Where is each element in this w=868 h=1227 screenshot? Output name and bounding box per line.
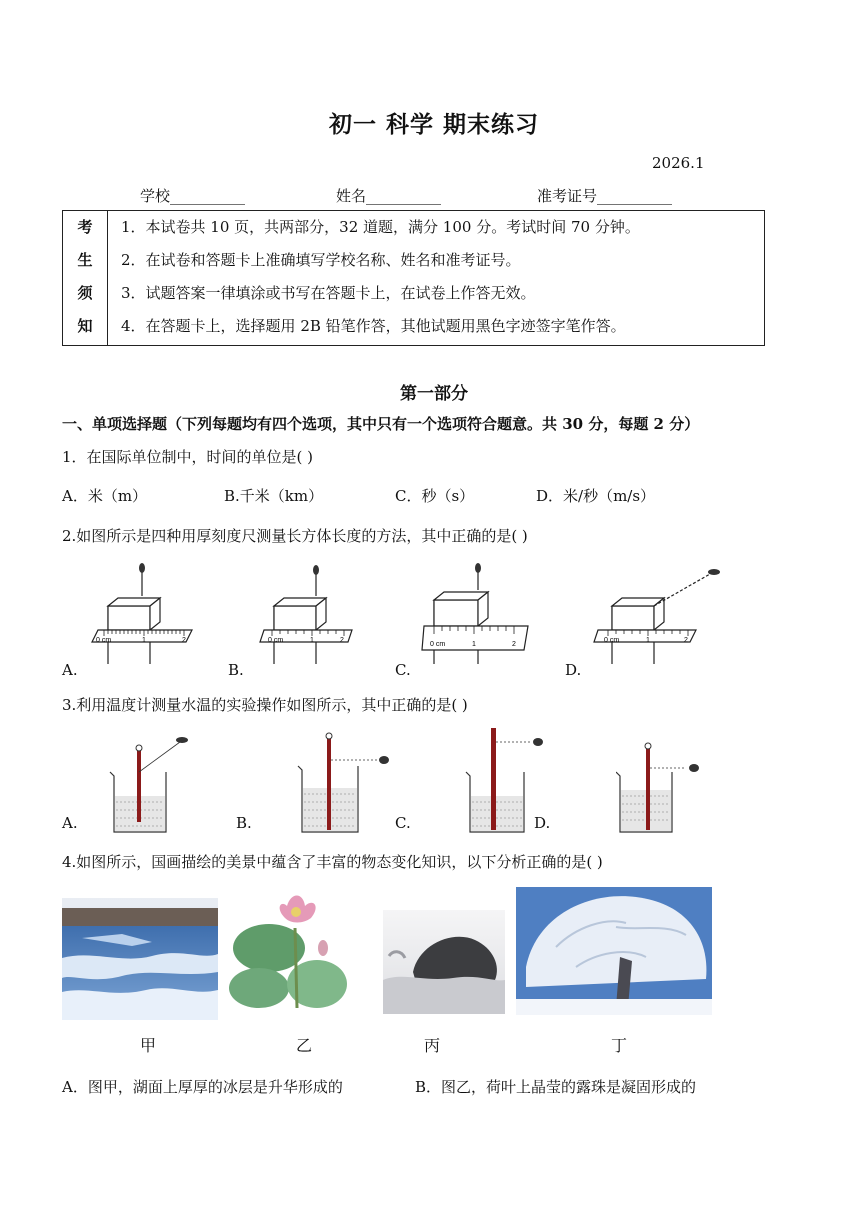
figure-label: A. [62,661,78,679]
question-4-option-b[interactable]: B．图乙，荷叶上晶莹的露珠是凝固形成的 [415,1078,697,1096]
school-field[interactable]: 学校__________ [140,187,246,205]
eye-icon [176,737,188,743]
figure-label: B. [228,661,244,679]
thermometer-figure-d [616,728,716,838]
question-4-stem: 4.如图所示，国画描绘的美景中蕴含了丰富的物态变化知识，以下分析正确的是( ) [62,853,603,871]
figure-label: D. [565,661,582,679]
image-caption: 丙 [424,1036,441,1055]
lotus-image [229,888,351,1016]
eye-icon [139,563,145,573]
ruler-tick-label: 1 [646,637,650,644]
notice-heading [63,211,108,346]
name-field[interactable]: 姓名__________ [336,187,442,205]
thermometer-figure-b [290,728,400,838]
exam-number-field[interactable]: 准考证号__________ [537,187,673,205]
eye-icon [533,738,543,746]
ruler-tick-label: 2 [340,637,344,644]
image-caption: 甲 [140,1036,157,1055]
image-caption: 丁 [611,1036,628,1055]
frosted-tree-image [516,887,712,1015]
figure-label: C. [395,814,411,832]
question-type-heading: 一、单项选择题（下列每题均有四个选项，其中只有一个选项符合题意。共 30 分，每题 2 分） [62,415,700,433]
ruler-figure-c [420,560,532,666]
notice-heading-char: 知 [77,317,93,335]
ruler-tick-label: 0 cm [96,637,112,644]
question-1-stem: 1．在国际单位制中，时间的单位是( ) [62,448,314,466]
question-1-option-b[interactable]: B.千米（km） [224,487,324,505]
eye-icon [708,569,720,575]
ruler-figure-a [84,562,202,666]
ruler-figure-b [256,562,356,666]
question-4-option-a[interactable]: A．图甲，湖面上厚厚的冰层是升华形成的 [62,1078,343,1096]
notice-rule: 2．在试卷和答题卡上准确填写学校名称、姓名和准考证号。 [121,251,521,269]
ice-lake-image [62,898,218,1020]
thermometer-figure-a [100,728,196,838]
figure-label: D. [534,814,551,832]
ruler-tick-label: 1 [472,641,476,648]
ruler-tick-label: 0 cm [604,637,620,644]
figure-label: C. [395,661,411,679]
question-1-option-c[interactable]: C．秒（s） [395,487,475,505]
figure-label: A. [62,814,78,832]
eye-icon [475,563,481,573]
ruler-tick-label: 2 [512,641,516,648]
notice-heading-char: 须 [77,284,93,302]
ruler-figure-d [590,562,726,666]
question-1-option-a[interactable]: A．米（m） [62,487,148,505]
notice-table [62,210,765,346]
exam-date: 2026.1 [652,154,705,172]
figure-label: B. [236,814,252,832]
eye-icon [379,756,389,764]
notice-rule: 1．本试卷共 10 页，共两部分，32 道题，满分 100 分。考试时间 70 分钟。 [121,218,640,236]
ruler-tick-label: 2 [684,637,688,644]
section-title: 第一部分 [400,384,468,404]
ruler-tick-label: 0 cm [268,637,284,644]
eye-icon [689,764,699,772]
question-3-stem: 3.利用温度计测量水温的实验操作如图所示，其中正确的是( ) [62,696,468,714]
eye-icon [313,565,319,575]
question-2-stem: 2.如图所示是四种用厚刻度尺测量长方体长度的方法，其中正确的是( ) [62,527,528,545]
ruler-tick-label: 2 [182,637,186,644]
ruler-tick-label: 1 [142,637,146,644]
page-title: 初一 科学 期末练习 [328,111,539,138]
notice-rule: 4．在答题卡上，选择题用 2B 铅笔作答，其他试题用黑色字迹签字笔作答。 [121,317,626,335]
misty-landscape-image [383,910,505,1014]
ruler-tick-label: 1 [310,637,314,644]
notice-heading-char: 生 [77,251,93,269]
ruler-tick-label: 0 cm [430,641,446,648]
notice-rules [108,211,765,346]
question-1-option-d[interactable]: D．米/秒（m/s） [536,487,656,505]
image-caption: 乙 [296,1036,313,1055]
notice-rule: 3．试题答案一律填涂或书写在答题卡上，在试卷上作答无效。 [121,284,536,302]
notice-heading-char: 考 [77,218,93,236]
